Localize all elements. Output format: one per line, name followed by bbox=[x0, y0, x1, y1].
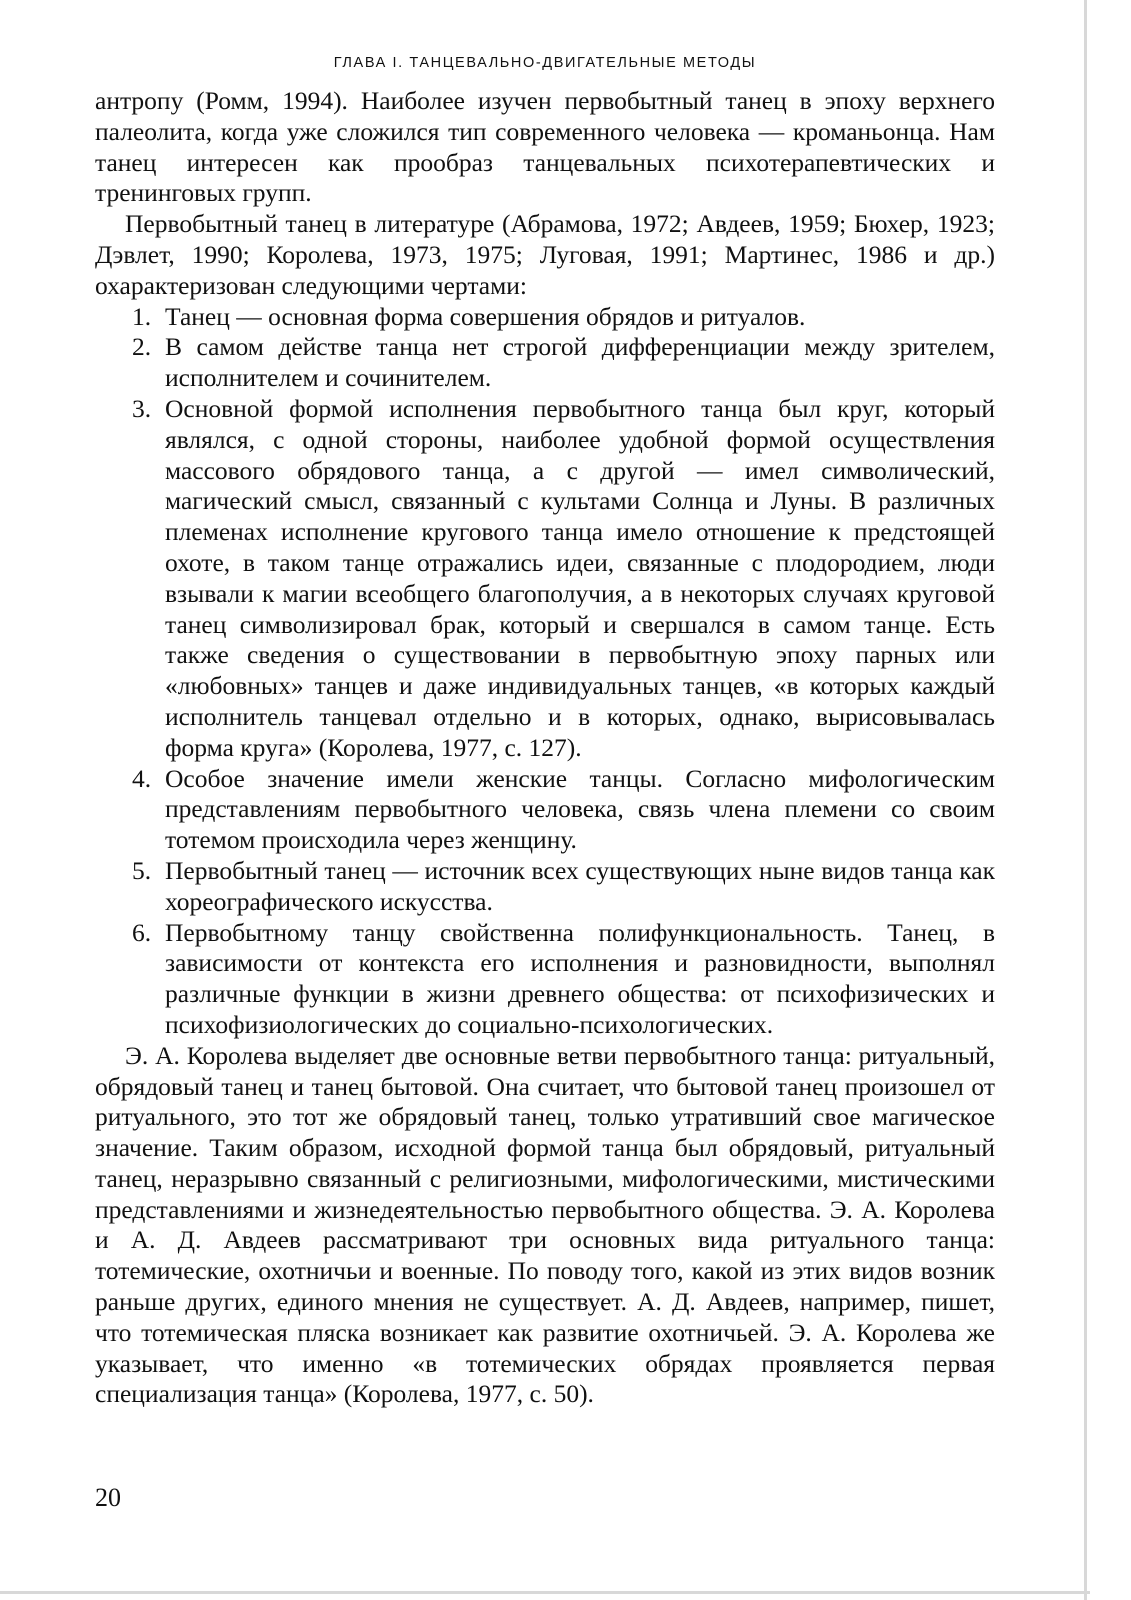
list-item-number: 6. bbox=[132, 917, 152, 947]
list-item-number: 5. bbox=[132, 855, 152, 885]
list-item bbox=[95, 764, 995, 856]
list-item bbox=[95, 394, 995, 764]
page-number: 20 bbox=[95, 1483, 121, 1512]
features-list bbox=[95, 302, 995, 1041]
list-item bbox=[95, 332, 995, 394]
list-item bbox=[95, 918, 995, 1041]
running-head: ГЛАВА I. ТАНЦЕВАЛЬНО-ДВИГАТЕЛЬНЫЕ МЕТОДЫ bbox=[333, 55, 757, 71]
paragraph-1: антропу (Ромм, 1994). Наиболее изучен первобытный танец в эпоху верхнего палеолита, когда уже сложился тип современного человека — кроманьонца. Нам танец интересен как прообраз танцевальных психотерапевтических и тренинговых групп. bbox=[95, 86, 995, 208]
list-item-text: Основной формой исполнения первобытного танца был круг, который являлся, с одной стороны, наиболее удобной формой осуществления массового обрядового танца, а с другой — имел символический, магический смысл, связанный с культами Солнца и Луны. В различных племенах исполнение кругового танца имело отношение к предстоящей охоте, в таком танце отражались идеи, связанные с плодородием, люди взывали к магии всеобщего благополучия, а в некоторых случаях круговой танец символизировал брак, который и свершался в самом танце. Есть также сведения о существовании в первобытную эпоху парных или «любовных» танцев и даже индивидуальных танцев, «в которых каждый исполнитель танцевал отдельно и в которых, однако, вырисовывалась форма круга» (Королева, 1977, с. 127). bbox=[165, 393, 995, 762]
list-item bbox=[95, 302, 995, 333]
list-item-text: В самом действе танца нет строгой дифференциации между зрителем, исполнителем и сочинителем. bbox=[165, 332, 995, 393]
paragraph-2: Первобытный танец в литературе (Абрамова, 1972; Авдеев, 1959; Бюхер, 1923; Дэвлет, 1990; Королева, 1973, 1975; Луговая, 1991; Мартинес, 1986 и др.) охарактеризован следующими чертами: bbox=[95, 209, 995, 300]
body-text bbox=[95, 86, 995, 1410]
list-item bbox=[95, 856, 995, 918]
list-item-number: 2. bbox=[132, 332, 152, 362]
list-item-number: 1. bbox=[132, 301, 152, 331]
list-item-text: Первобытному танцу свойственна полифункциональность. Танец, в зависимости от контекста его исполнения и разновидности, выполнял различные функции в жизни древнего общества: от психофизических и психофизиологических до социально-психологических. bbox=[165, 917, 995, 1039]
list-item-text: Танец — основная форма совершения обрядов и ритуалов. bbox=[165, 301, 806, 331]
list-item-number: 3. bbox=[132, 393, 152, 423]
page-edge-bottom bbox=[0, 1591, 1090, 1594]
list-item-text: Особое значение имели женские танцы. Согласно мифологическим представлениям первобытного человека, связь члена племени со своим тотемом происходила через женщину. bbox=[165, 763, 995, 855]
list-item-text: Первобытный танец — источник всех существующих ныне видов танца как хореографического искусства. bbox=[165, 855, 995, 916]
page-edge-right bbox=[1084, 0, 1087, 1600]
list-item-number: 4. bbox=[132, 763, 152, 793]
book-page bbox=[95, 54, 995, 1410]
paragraph-3: Э. А. Королева выделяет две основные ветви первобытного танца: ритуальный, обрядовый танец и танец бытовой. Она считает, что бытовой танец произошел от ритуального, это тот же обрядовый танец, только утративший свое магическое значение. Таким образом, исходной формой танца был обрядовый, ритуальный танец, неразрывно связанный с религиозными, мифологическими, мистическими представлениями и жизнедеятельностью первобытного общества. Э. А. Королева и А. Д. Авдеев рассматривают три основных вида ритуального танца: тотемические, охотничьи и военные. По поводу того, какой из этих видов возник раньше других, единого мнения не существует. А. Д. Авдеев, например, пишет, что тотемическая пляска возникает как развитие охотничьей. Э. А. Королева же указывает, что именно «в тотемических обрядах проявляется первая специализация танца» (Королева, 1977, с. 50). bbox=[95, 1040, 995, 1409]
